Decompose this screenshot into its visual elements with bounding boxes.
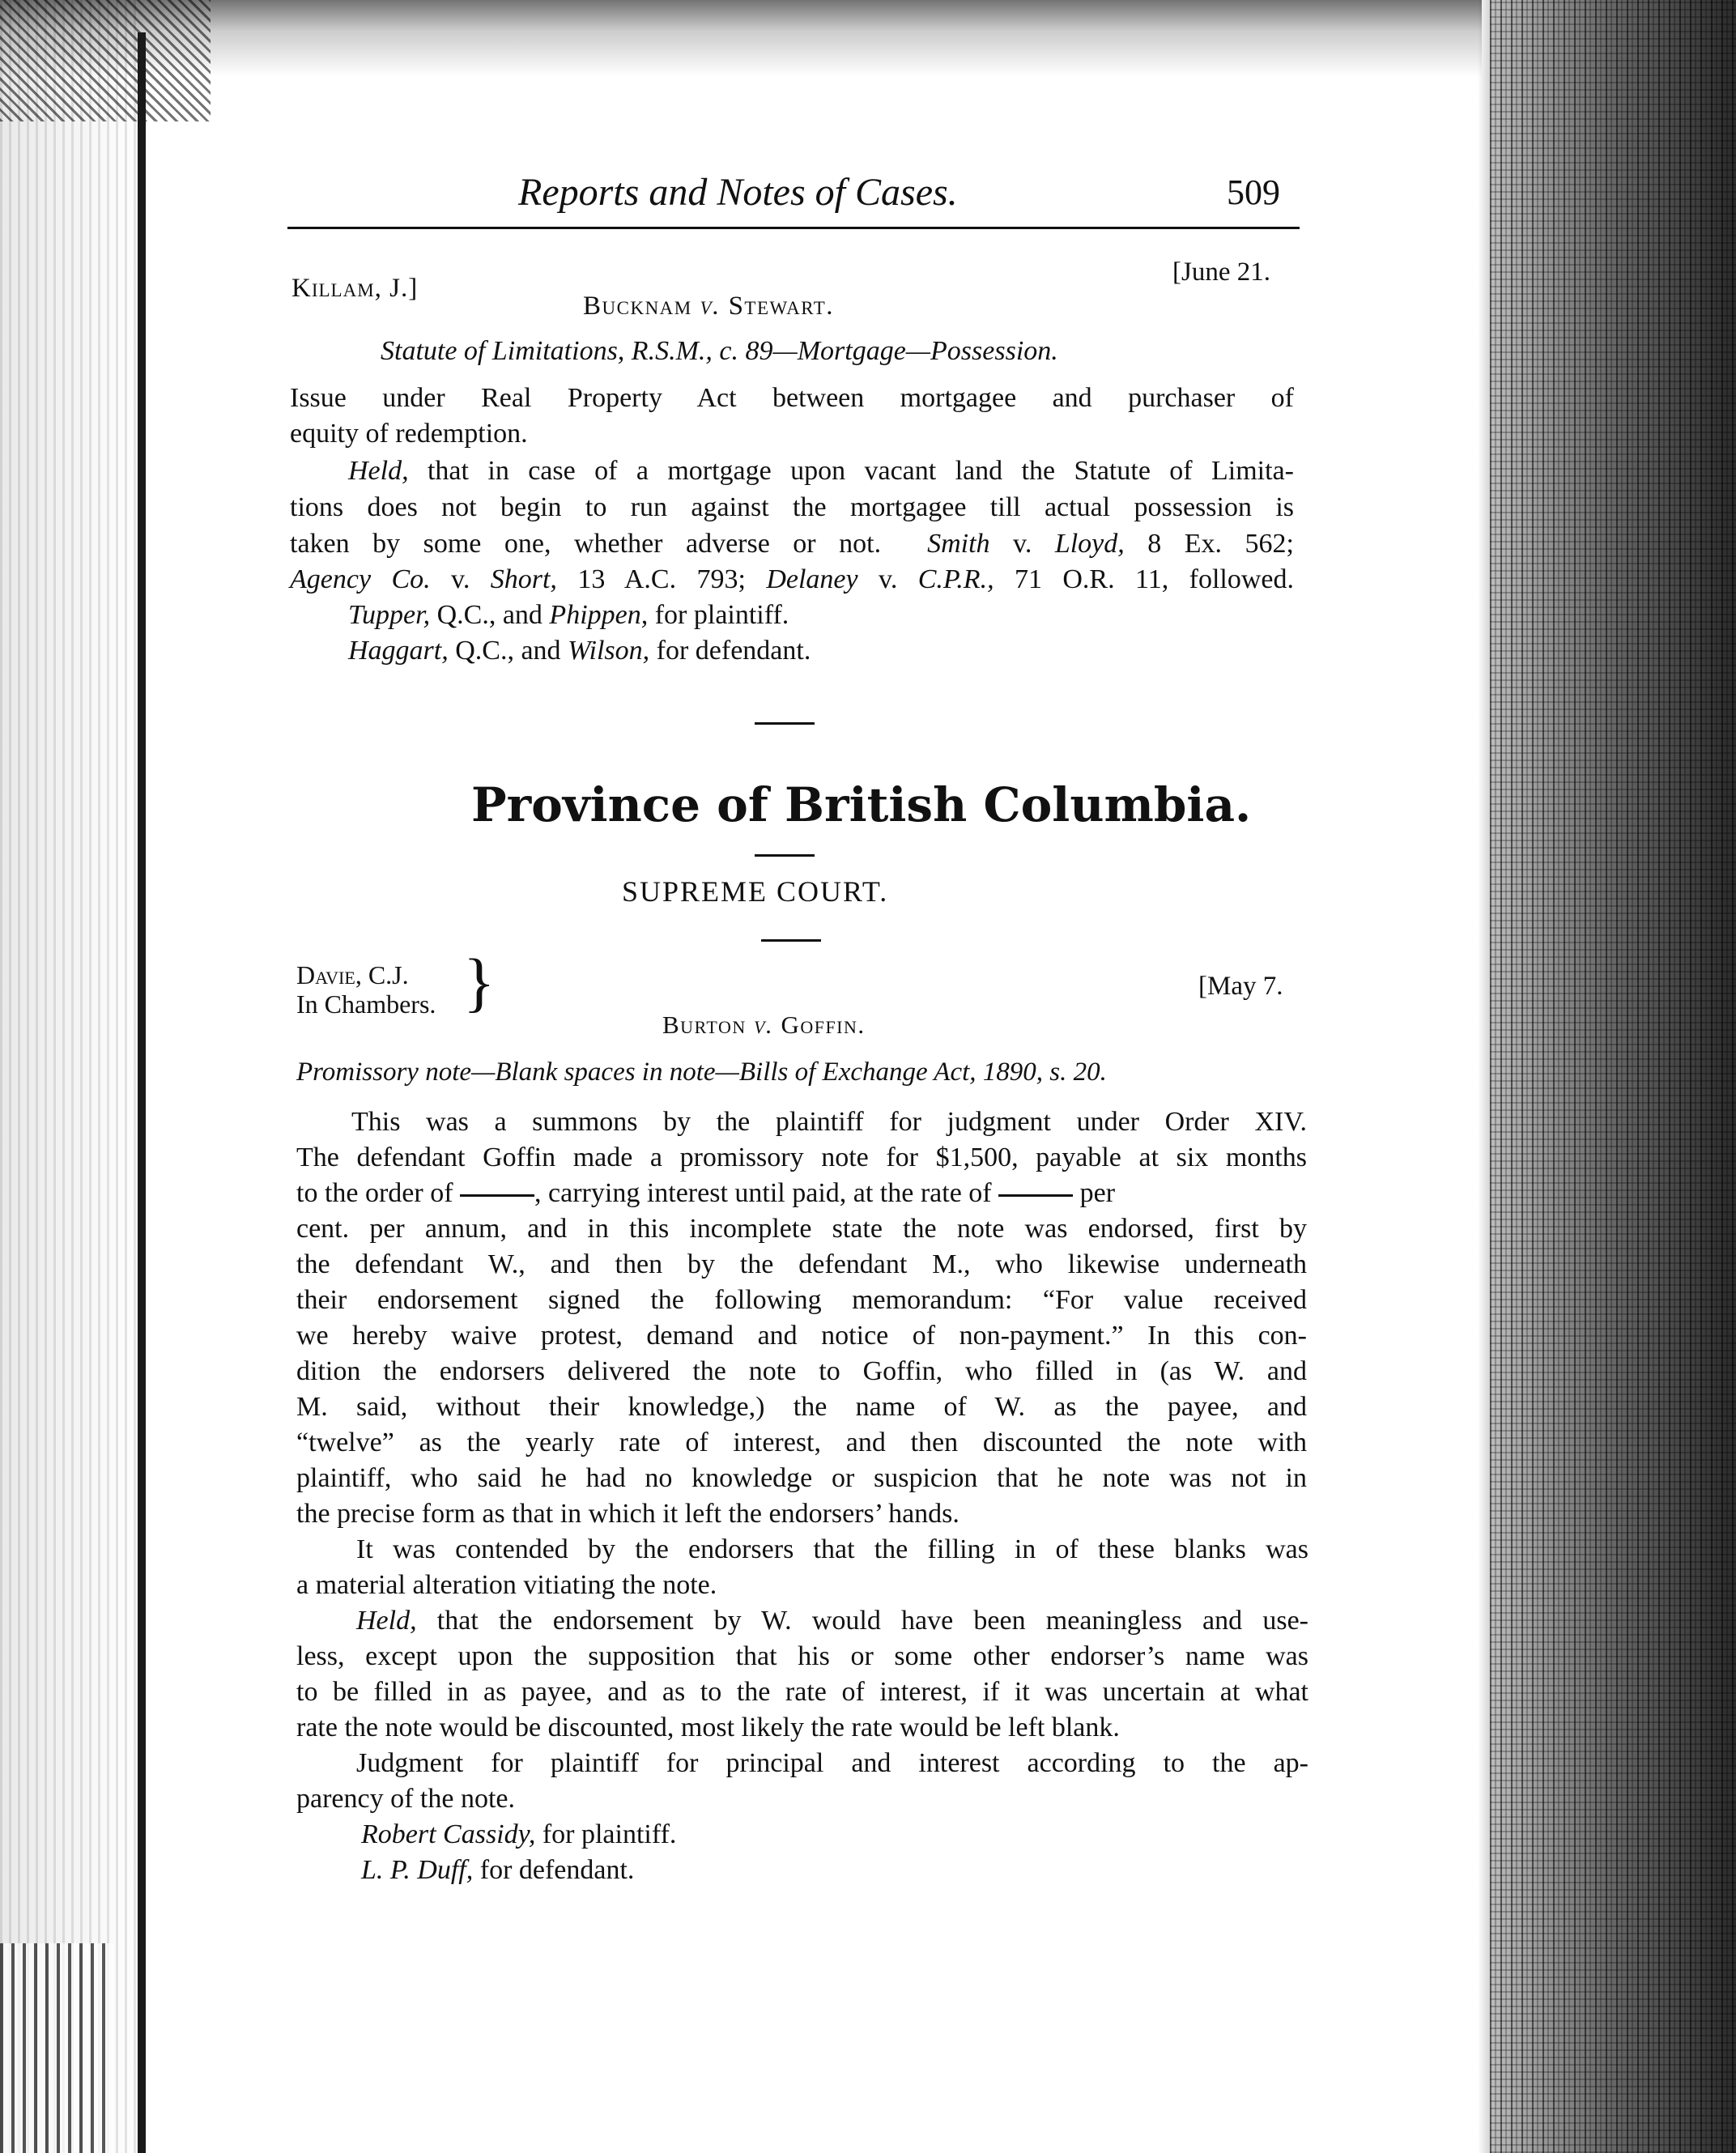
case2-party-a: Burton	[662, 1011, 747, 1039]
case1-para2-line3-text: taken by some one, whether adverse or not.	[290, 529, 882, 559]
counsel-text: for plaintiff.	[648, 600, 789, 630]
section-divider	[755, 854, 815, 857]
left-bottom-scan-noise	[0, 1943, 113, 2153]
case2-judgment-line1: Judgment for plaintiff for principal and interest according to the ap-	[356, 1748, 1308, 1778]
counsel-text: for defendant.	[473, 1855, 635, 1885]
citation-agency: Agency Co.	[290, 564, 431, 594]
case2-body-line12: the precise form as that in which it left the endorsers’ hands.	[296, 1499, 959, 1529]
top-scan-shadow	[0, 0, 1482, 77]
case2-body-line6: their endorsement signed the following memorandum: “For value received	[296, 1285, 1307, 1315]
case1-para2-line4	[290, 562, 1294, 598]
case2-body-line3-a: to the order of	[296, 1178, 453, 1208]
page-number: 509	[1227, 172, 1280, 212]
blank-rate	[998, 1194, 1073, 1197]
case2-body-line10: “twelve” as the yearly rate of interest, and then discounted the note with	[296, 1428, 1307, 1457]
province-heading: Province of British Columbia.	[471, 777, 1252, 832]
case2-contention-line2: a material alteration vitiating the note.	[296, 1570, 717, 1600]
case2-date: [May 7.	[1198, 972, 1283, 1001]
counsel-name: Haggart,	[348, 636, 449, 666]
right-page-stack-edge	[1490, 0, 1736, 2153]
running-header-title: Reports and Notes of Cases.	[518, 171, 958, 214]
citation-short: Short,	[490, 564, 557, 594]
case1-counsel-plaintiff	[348, 598, 789, 633]
case1-judge: Killam, J.]	[291, 274, 419, 303]
case2-held-line1	[356, 1603, 1308, 1639]
citation-delaney-ref: 71 O.R. 11, followed.	[994, 564, 1295, 594]
case2-body-line8: dition the endorsers delivered the note to Goffin, who filled in (as W. and	[296, 1356, 1307, 1386]
citation-lloyd: Lloyd,	[1054, 529, 1125, 559]
case2-contention-line1: It was contended by the endorsers that the filling in of these blanks was	[356, 1534, 1308, 1564]
case2-body-line3-b: , carrying interest until paid, at the rate of	[534, 1178, 992, 1208]
left-scan-margin	[0, 0, 142, 2153]
case2-counsel-plaintiff	[361, 1817, 676, 1853]
bracket-brace: }	[463, 945, 496, 1019]
case1-para1-line2: equity of redemption.	[290, 419, 528, 449]
case2-title	[662, 1011, 866, 1040]
case2-held-line4: rate the note would be discounted, most likely the rate would be left blank.	[296, 1713, 1120, 1742]
case1-para2-line2: tions does not begin to run against the mortgagee till actual possession is	[290, 492, 1294, 522]
section-divider	[761, 939, 821, 942]
case2-headnote: Promissory note—Blank spaces in note—Bills of Exchange Act, 1890, s. 20.	[296, 1057, 1107, 1087]
case1-headnote: Statute of Limitations, R.S.M., c. 89—Mortgage—Possession.	[381, 336, 1058, 366]
case1-para2-line1-text: that in case of a mortgage upon vacant land the Statute of Limita-	[408, 456, 1294, 486]
case1-para2-line1	[348, 453, 1294, 489]
case2-body-line5: the defendant W., and then by the defendant M., who likewise underneath	[296, 1249, 1307, 1279]
citation-cpr: C.P.R.,	[917, 564, 994, 594]
case2-body-line3-c: per	[1079, 1178, 1116, 1208]
case1-versus: v.	[700, 291, 721, 321]
counsel-text: for defendant.	[649, 636, 811, 666]
case2-held-line2: less, except upon the supposition that his or some other endorser’s name was	[296, 1641, 1308, 1671]
counsel-name: Phippen,	[549, 600, 649, 630]
top-left-scan-noise	[0, 0, 211, 121]
case1-counsel-defendant	[348, 633, 811, 669]
citation-smith-ref: 8 Ex. 562;	[1124, 529, 1294, 559]
citation-v: v.	[989, 529, 1055, 559]
counsel-text: Q.C., and	[448, 636, 568, 666]
case2-versus: v.	[753, 1011, 774, 1039]
case1-party-a: Bucknam	[583, 291, 692, 321]
case1-para1-line1: Issue under Real Property Act between mortgagee and purchaser of	[290, 383, 1294, 413]
case1-date: [June 21.	[1172, 257, 1270, 287]
case2-body-line9: M. said, without their knowledge,) the name of W. as the payee, and	[296, 1392, 1307, 1422]
case2-party-b: Goffin.	[781, 1011, 866, 1039]
case1-party-b: Stewart.	[728, 291, 835, 321]
left-page-edge	[138, 32, 146, 2153]
case2-judgment-line2: parency of the note.	[296, 1784, 515, 1814]
counsel-name: L. P. Duff,	[361, 1855, 474, 1885]
case2-body-line11: plaintiff, who said he had no knowledge or suspicion that he note was not in	[296, 1463, 1307, 1493]
case2-counsel-defendant	[361, 1853, 634, 1888]
counsel-name: Wilson,	[568, 636, 650, 666]
case1-para2-line3	[290, 526, 1294, 562]
held-word: Held,	[348, 456, 409, 486]
section-divider	[755, 722, 815, 725]
citation-delaney: Delaney	[766, 564, 858, 594]
case2-body-line2: The defendant Goffin made a promissory note for $1,500, payable at six months	[296, 1142, 1307, 1172]
case2-body-line7: we hereby waive protest, demand and notice of non-payment.” In this con-	[296, 1321, 1307, 1351]
header-rule	[287, 227, 1300, 229]
case2-body-line3	[296, 1176, 1307, 1211]
case2-judge: Davie, C.J.	[296, 960, 409, 989]
citation-smith: Smith	[927, 529, 990, 559]
citation-v: v.	[430, 564, 491, 594]
case2-body-line1: This was a summons by the plaintiff for judgment under Order XIV.	[351, 1107, 1307, 1137]
blank-payee	[460, 1194, 534, 1197]
counsel-text: for plaintiff.	[535, 1819, 677, 1849]
case2-chambers: In Chambers.	[296, 989, 436, 1019]
case2-body-line4: cent. per annum, and in this incomplete state the note was endorsed, first by	[296, 1214, 1307, 1244]
case1-title	[583, 291, 834, 321]
citation-short-ref: 13 A.C. 793;	[556, 564, 767, 594]
counsel-text: Q.C., and	[430, 600, 550, 630]
case2-held-line3: to be filled in as payee, and as to the rate of interest, if it was uncertain at what	[296, 1677, 1308, 1707]
held-word: Held,	[356, 1606, 417, 1636]
citation-v: v.	[857, 564, 918, 594]
counsel-name: Robert Cassidy,	[361, 1819, 536, 1849]
counsel-name: Tupper,	[348, 600, 431, 630]
court-heading: SUPREME COURT.	[622, 875, 889, 908]
case2-held-line1-text: that the endorsement by W. would have been meaningless and use-	[416, 1606, 1308, 1636]
